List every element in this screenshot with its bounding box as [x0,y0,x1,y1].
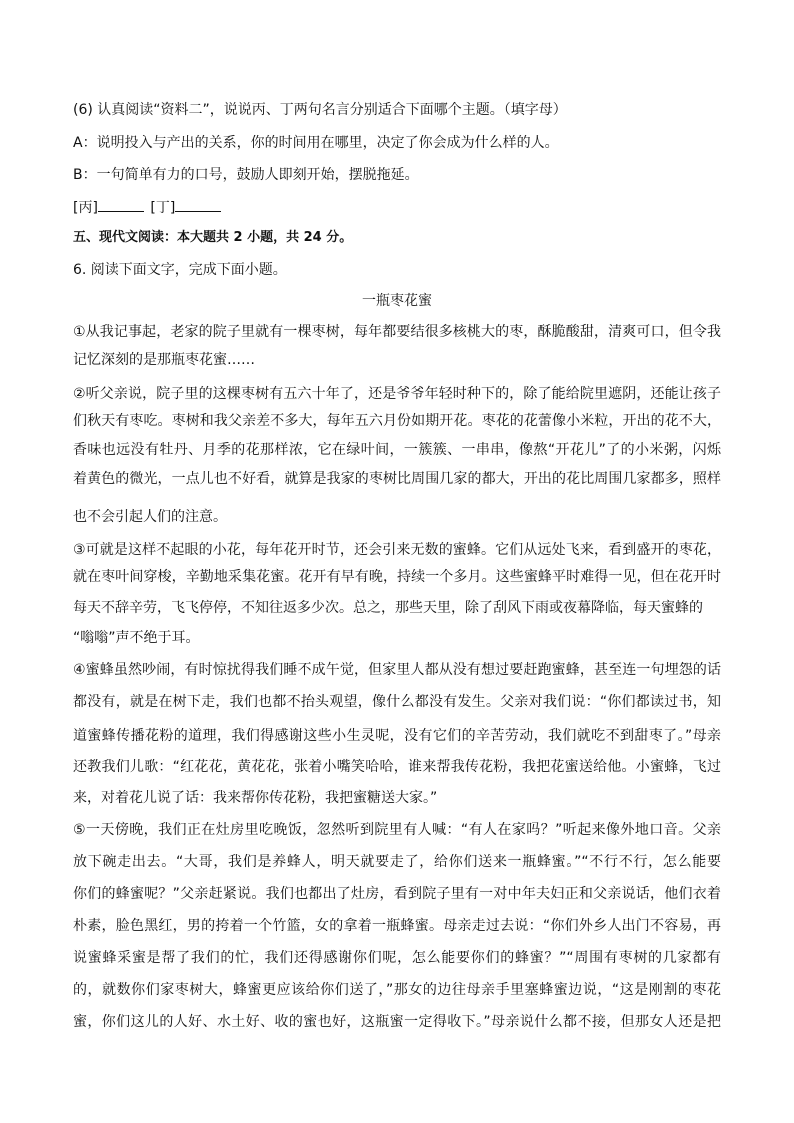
article-line: 记忆深刻的是那瓶枣花蜜…… [73,352,255,368]
blank-ding-line[interactable] [175,197,221,212]
article-line: 的，就数你们家枣树大，蜂蜜更应该给你们送了，”那女的边往母亲手里塞蜂蜜边说，“这是刚割的枣花 [73,982,721,998]
blank-bing-line[interactable] [98,197,144,212]
blank-bing-label: [丙] [73,200,98,216]
article-line: 每天不辞辛劳，飞飞停停，不知往返多少次。总之，那些天里，除了刮风下雨或夜幕降临，每天蜜蜂的 [73,600,703,616]
section-5-heading: 五、现代文阅读：本大题共 2 小题，共 24 分。 [73,230,353,245]
article-line: ②听父亲说，院子里的这棵枣树有五六十年了，还是爷爷年轻时种下的，除了能给院里遮阴，还能让孩子 [73,386,721,402]
article-title: 一瓶枣花蜜 [362,293,432,309]
article-line: ③可就是这样不起眼的小花，每年花开时节，还会引来无数的蜜蜂。它们从远处飞来，看到盛开的枣花， [73,542,721,558]
option-a: A：说明投入与产出的关系，你的时间用在哪里，决定了你会成为什么样的人。 [73,135,559,151]
article-line: 也不会引起人们的注意。 [73,509,227,525]
answer-blanks [73,197,223,218]
article-line: 道蜜蜂传播花粉的道理，我们得感谢这些小生灵呢，没有它们的辛苦劳动，我们就吃不到甜枣了。”母亲 [73,728,721,744]
article-line: 你们的蜂蜜呢？”父亲赶紧说。我们也都出了灶房，看到院子里有一对中年夫妇正和父亲说话，他们衣着 [73,886,721,902]
blank-ding-label: [丁] [150,200,176,216]
question-6-instruction: 6. 阅读下面文字，完成下面小题。 [73,262,287,278]
article-line: 还教我们儿歌：“红花花，黄花花，张着小嘴笑哈哈，谁来帮我传花粉，我把花蜜送给他。小蜜蜂，飞过 [73,759,721,775]
article-line: 朴素，脸色黑红，男的挎着一个竹篮，女的拿着一瓶蜂蜜。母亲走过去说：“你们外乡人出门不容易，再 [73,918,721,934]
article-line: 香味也远没有牡丹、月季的花那样浓，它在绿叶间，一簇簇、一串串，像熬“开花儿”了的小米粥，闪烁 [73,442,721,458]
article-line: 就在枣叶间穿梭，辛勤地采集花蜜。花开有早有晚，持续一个多月。这些蜜蜂平时难得一见，但在花开时 [73,569,721,585]
article-line: “嗡嗡”声不绝于耳。 [73,630,200,646]
article-line: 着黄色的微光，一点儿也不好看，就算是我家的枣树比周围几家的都大，开出的花比周围几家都多，照样 [73,471,721,487]
article-line: ①从我记事起，老家的院子里就有一棵枣树，每年都要结很多核桃大的枣，酥脆酸甜，清爽可口，但令我 [73,324,721,340]
article-line: 来，对着花儿说了话：我来帮你传花粉，我把蜜糖送大家。” [73,790,438,806]
article-line: ④蜜蜂虽然吵闹，有时惊扰得我们睡不成午觉，但家里人都从没有想过要赶跑蜜蜂，甚至连一句埋怨的话 [73,662,721,678]
article-line: 放下碗走出去。“大哥，我们是养蜂人，明天就要走了，给你们送来一瓶蜂蜜。”“不行不行，怎么能要 [73,854,721,870]
article-line: 蜜，你们这儿的人好、水土好、收的蜜也好，这瓶蜜一定得收下。”母亲说什么都不接，但那女人还是把 [73,1014,721,1030]
article-line: 都没有，就是在树下走，我们也都不抬头观望，像什么都没有发生。父亲对我们说：“你们都读过书，知 [73,694,721,710]
article-line: ⑤一天傍晚，我们正在灶房里吃晚饭，忽然听到院里有人喊：“有人在家吗？”听起来像外地口音。父亲 [73,822,721,838]
option-b: B：一句简单有力的口号，鼓励人即刻开始，摆脱拖延。 [73,167,419,183]
article-line: 说蜜蜂采蜜是帮了我们的忙，我们还得感谢你们呢，怎么能要你们的蜂蜜？”“周围有枣树的几家都有 [73,950,721,966]
question-6-sub-prompt: (6) 认真阅读“资料二”，说说丙、丁两句名言分别适合下面哪个主题。（填字母） [73,102,567,118]
article-line: 们秋天有枣吃。枣树和我父亲差不多大，每年五六月份如期开花。枣花的花蕾像小米粒，开出的花不大， [73,413,721,429]
